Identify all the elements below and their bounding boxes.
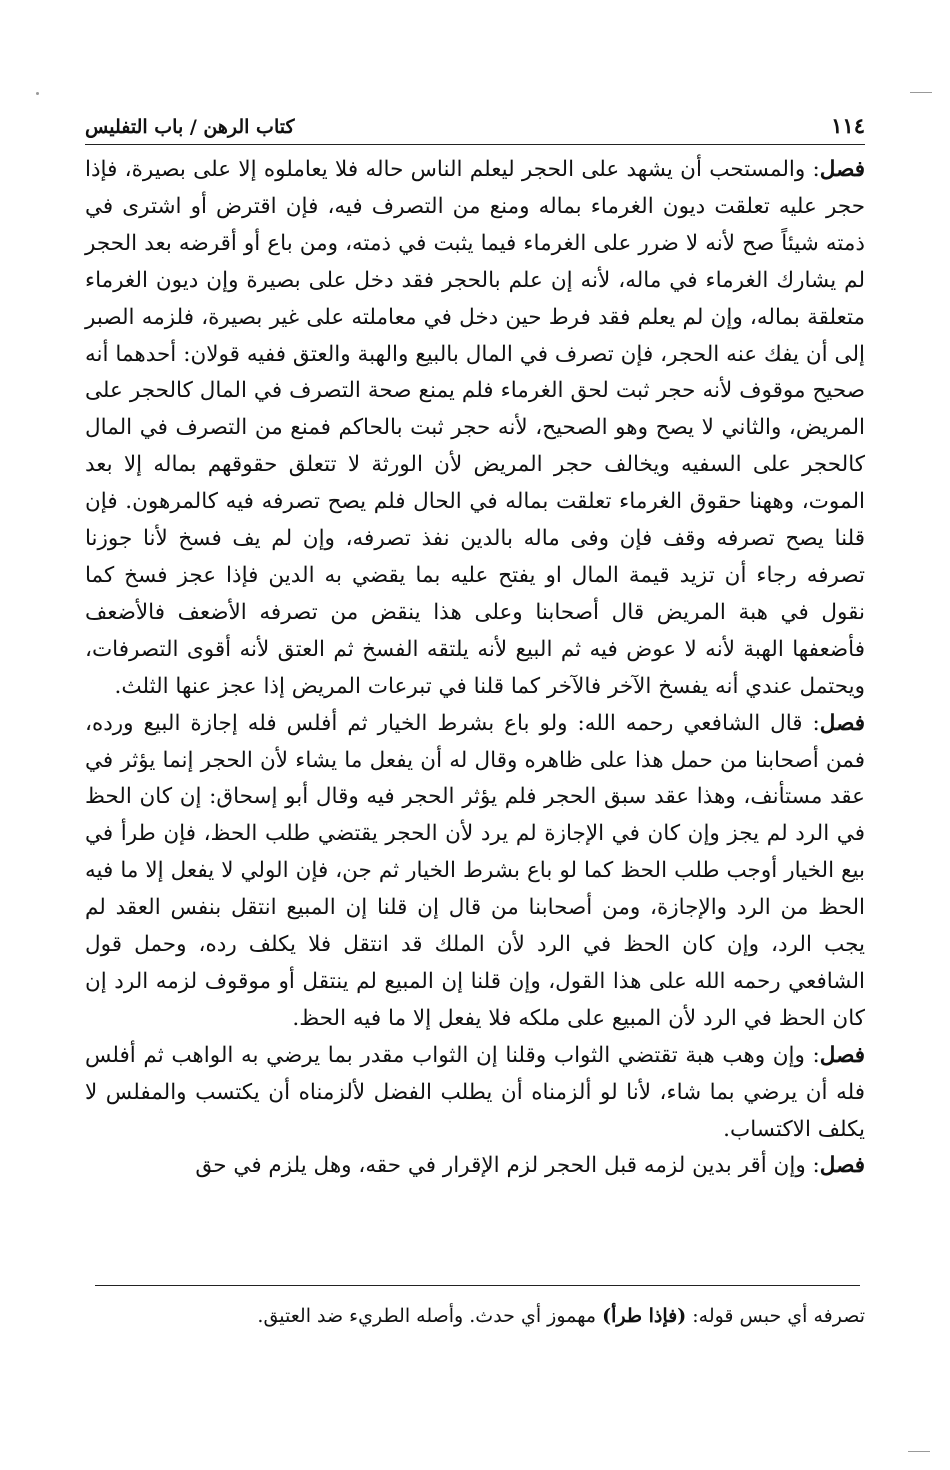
footnote-text: مهموز أي حدث. وأصله الطريء ضد العتيق. — [257, 1305, 603, 1327]
footnote-divider — [95, 1285, 860, 1286]
paragraph-text: : قال الشافعي رحمه الله: ولو باع بشرط الخيار ثم أفلس فله إجازة البيع ورده، فمن أصحابنا من حمل هذا على ظاهره وقال له أن يفعل ما يشاء لأن الحجر إنما يؤثر في عقد مستأنف، وهذا عقد سبق الحجر فلم يؤثر الحجر فيه وقال أبو إسحاق: إن كان الحظ في الرد لم يجز وإن كان في الإجازة لم يرد لأن الحجر يقتضي طلب الحظ، فإن طرأ في بيع الخيار أوجب طلب الحظ كما لو باع بشرط الخيار ثم جن، فإن الولي لا يفعل إلا ما فيه الحظ من الرد والإجازة، ومن أصحابنا من قال إن قلنا إن المبيع انتقل بنفس العقد لم يجب الرد، وإن كان الحظ في الرد لأن الملك قد انتقل فلا يكلف رده، وحمل قول الشافعي رحمه الله على هذا القول، وإن قلنا إن المبيع لم ينتقل أو موقوف لزمه الرد إن كان الحظ في الرد لأن المبيع على ملكه فلا يفعل إلا ما فيه الحظ. — [85, 710, 865, 1031]
footnote — [85, 1300, 865, 1332]
section-label: فصل — [819, 1153, 865, 1179]
paragraph-text: : وإن وهب هبة تقتضي الثواب وقلنا إن الثواب مقدر بما يرضي به الواهب ثم أفلس فله أن يرضي بما شاء، لأنا لو ألزمناه أن يطلب الفضل لألزمناه أن يكتسب والمفلس لا يكلف الاكتساب. — [85, 1042, 865, 1142]
paragraph — [85, 152, 865, 706]
header-title: كتاب الرهن / باب التفليس — [85, 116, 295, 138]
scan-mark — [908, 1451, 930, 1452]
page-number: ١١٤ — [831, 113, 865, 138]
paragraph-text: : والمستحب أن يشهد على الحجر ليعلم الناس حاله فلا يعاملوه إلا على بصيرة، فإذا حجر عليه تعلقت ديون الغرماء بماله ومنع من التصرف فيه، فإن اقترض أو اشترى في ذمته شيئاً صح لأنه لا ضرر على الغرماء فيما يثبت في ذمته، ومن باع أو أقرضه بعد الحجر لم يشارك الغرماء في ماله، لأنه إن علم بالحجر فقد دخل على بصيرة وإن ديون الغرماء متعلقة بماله، وإن لم يعلم فقد فرط حين دخل في معاملته على غير بصيرة، فلزمه الصبر إلى أن يفك عنه الحجر، فإن تصرف في المال بالبيع والهبة والعتق ففيه قولان: أحدهما أنه صحيح موقوف لأنه حجر ثبت لحق الغرماء فلم يمنع صحة التصرف في المال كالحجر على المريض، والثاني لا يصح وهو الصحيح، لأنه حجر ثبت بالحاكم فمنع من التصرف في المال كالحجر على السفيه ويخالف حجر المريض لأن الورثة لا تتعلق حقوقهم بماله إلا بعد الموت، وههنا حقوق الغرماء تعلقت بماله في الحال فلم يصح تصرفه فيه كالمرهون. فإن قلنا يصح تصرفه وقف فإن وفى ماله بالدين نفذ تصرفه، وإن لم يف فسخ لأنا جوزنا تصرفه رجاء أن تزيد قيمة المال او يفتح عليه بما يقضي به الدين فإذا عجز فسخ كما نقول في هبة المريض قال أصحابنا وعلى هذا ينقض من تصرفه الأضعف فالأضعف فأضعفها الهبة لأنه لا عوض فيه ثم البيع لأنه يلتقه الفسخ ثم العتق لأنه أقوى التصرفات، ويحتمل عندي أنه يفسخ الآخر فالآخر كما قلنا في تبرعات المريض إذا عجز عنها الثلث. — [85, 157, 865, 699]
scan-mark — [910, 92, 932, 93]
paragraph — [85, 1148, 865, 1185]
section-label: فصل — [819, 710, 865, 736]
section-label: فصل — [819, 1042, 865, 1068]
main-text — [85, 152, 865, 1185]
paragraph — [85, 706, 865, 1038]
footnote-highlight: (فإذا طرأ) — [602, 1305, 687, 1327]
scan-mark — [36, 92, 39, 95]
paragraph-text: : وإن أقر بدين لزمه قبل الحجر لزم الإقرار في حقه، وهل يلزم في حق — [195, 1153, 820, 1179]
paragraph — [85, 1038, 865, 1149]
running-header — [85, 104, 865, 145]
footnote-text: تصرفه أي حبس قوله: — [686, 1305, 865, 1327]
section-label: فصل — [819, 157, 865, 182]
